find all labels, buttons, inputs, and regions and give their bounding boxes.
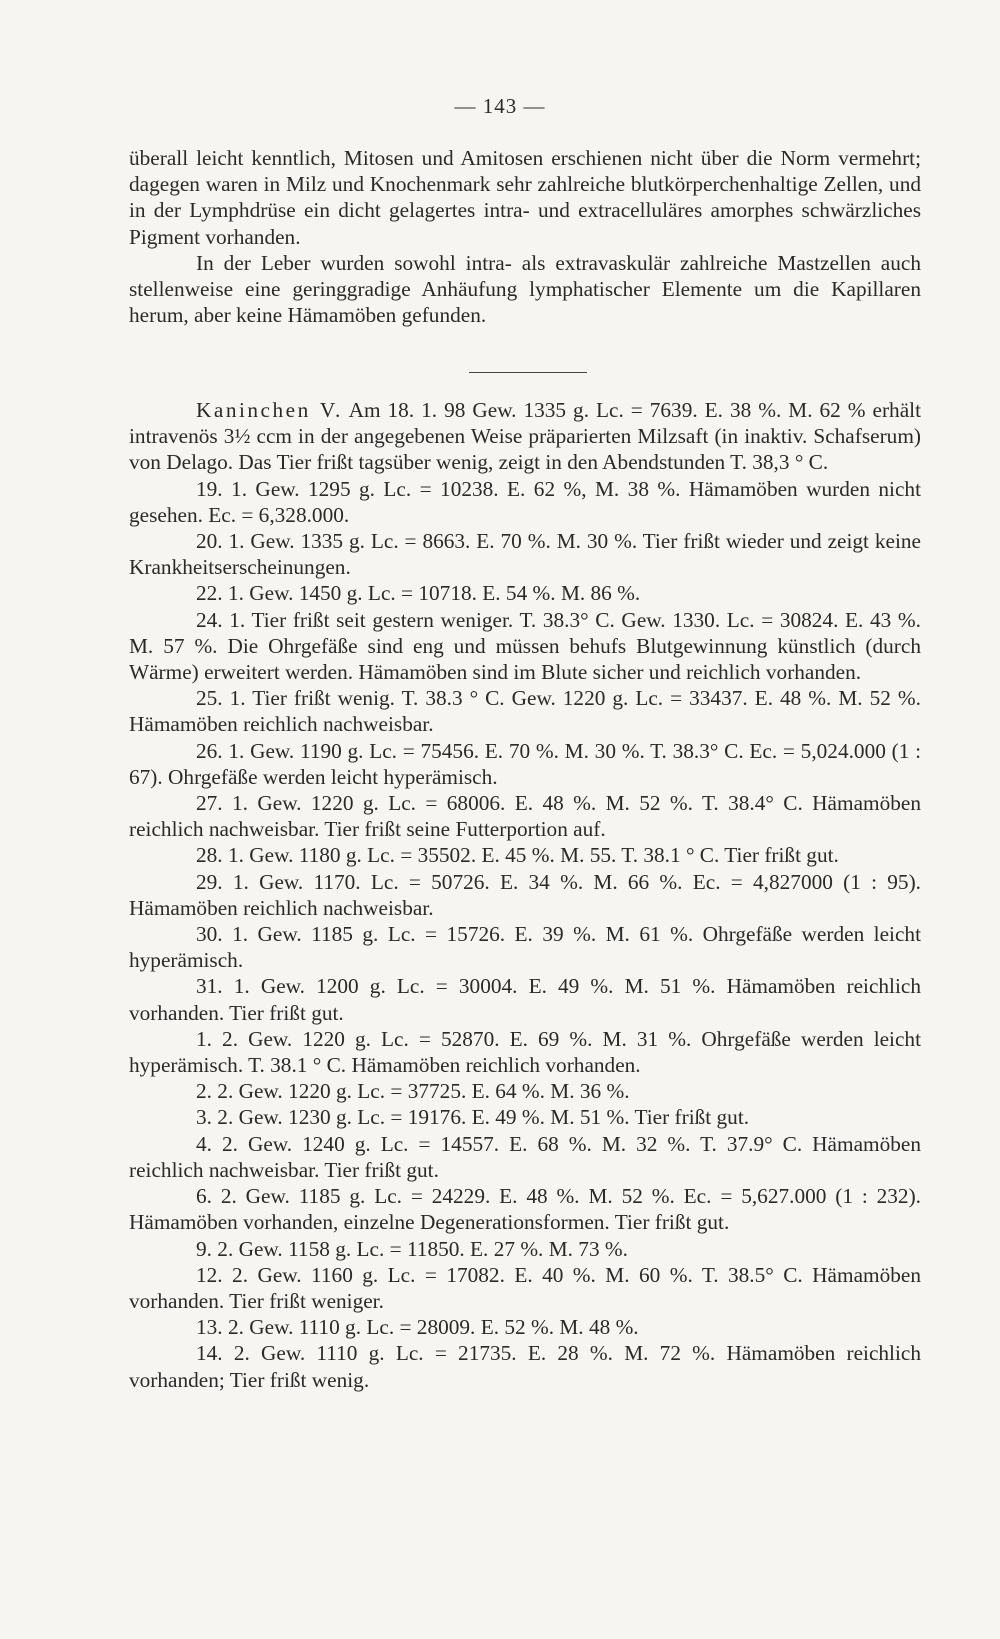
protocol-entry: 24. 1. Tier frißt seit gestern weniger. T. 38.3° C. Gew. 1330. Lc. = 30824. E. 43 %. M. 57 %. Die Ohrgefäße sind eng und müssen behufs Blutgewinnung künstlich (durch Wärme) erweitert werden. Hämamöben sind im Blute sicher und reichlich vorhanden. (129, 607, 921, 685)
protocol-section (129, 397, 921, 1393)
protocol-entry: 19. 1. Gew. 1295 g. Lc. = 10238. E. 62 %, M. 38 %. Hämamöben wurden nicht gesehen. Ec. = 6,328.000. (129, 476, 921, 527)
section-divider (469, 372, 587, 373)
page-number: — 143 — (454, 94, 546, 118)
protocol-entry: 22. 1. Gew. 1450 g. Lc. = 10718. E. 54 %. M. 86 %. (196, 581, 641, 606)
protocol-entry: 27. 1. Gew. 1220 g. Lc. = 68006. E. 48 %. M. 52 %. T. 38.4° C. Hämamöben reichlich nachweisbar. Tier frißt seine Futterportion auf. (129, 791, 921, 842)
protocol-entry: 20. 1. Gew. 1335 g. Lc. = 8663. E. 70 %. M. 30 %. Tier frißt wieder und zeigt keine Krankheitserscheinungen. (129, 529, 921, 580)
protocol-entry: 4. 2. Gew. 1240 g. Lc. = 14557. E. 68 %. M. 32 %. T. 37.9° C. Hämamöben reichlich nachweisbar. Tier frißt gut. (129, 1131, 921, 1182)
protocol-entry: 6. 2. Gew. 1185 g. Lc. = 24229. E. 48 %. M. 52 %. Ec. = 5,627.000 (1 : 232). Hämamöben vorhanden, einzelne Degenerationsformen. Tier frißt gut. (129, 1184, 921, 1235)
protocol-entry: 29. 1. Gew. 1170. Lc. = 50726. E. 34 %. M. 66 %. Ec. = 4,827000 (1 : 95). Hämamöben reichlich nachweisbar. (129, 869, 921, 920)
paragraph: In der Leber wurden sowohl intra- als extravaskulär zahlreiche Mastzellen auch stellenweise eine geringgradige Anhäufung lymphatischer Elemente um die Kapillaren herum, aber keine Hämamöben gefunden. (129, 250, 921, 328)
protocol-entry: 1. 2. Gew. 1220 g. Lc. = 52870. E. 69 %. M. 31 %. Ohrgefäße werden leicht hyperämisch. T. 38.1 ° C. Hämamöben reichlich vorhanden. (129, 1026, 921, 1078)
protocol-entry: 26. 1. Gew. 1190 g. Lc. = 75456. E. 70 %. M. 30 %. T. 38.3° C. Ec. = 5,024.000 (1 : 67). Ohrgefäße werden leicht hyperämisch. (129, 738, 921, 789)
protocol-header-text: Am 18. 1. 98 Gew. 1335 g. Lc. = 7639. E. 38 %. M. 62 % erhält intravenös 3½ ccm in der angegebenen Weise präparierten Milzsaft (in inaktiv. Schafserum) von Delago. Das Tier frißt tagsüber wenig, zeigt in den Abendstunden T. 38,3 ° C. (129, 398, 921, 475)
protocol-entry: 12. 2. Gew. 1160 g. Lc. = 17082. E. 40 %. M. 60 %. T. 38.5° C. Hämamöben vorhanden. Tier frißt weniger. (129, 1262, 921, 1313)
protocol-entry: 25. 1. Tier frißt wenig. T. 38.3 ° C. Gew. 1220 g. Lc. = 33437. E. 48 %. M. 52 %. Hämamöben reichlich nachweisbar. (129, 686, 921, 737)
subject-name: Kaninchen V. (196, 398, 343, 422)
protocol-entry: 3. 2. Gew. 1230 g. Lc. = 19176. E. 49 %. M. 51 %. Tier frißt gut. (196, 1105, 750, 1130)
protocol-entry: 13. 2. Gew. 1110 g. Lc. = 28009. E. 52 %. M. 48 %. (196, 1315, 639, 1340)
paragraph: überall leicht kenntlich, Mitosen und Amitosen erschienen nicht über die Norm vermehrt; dagegen waren in Milz und Knochenmark sehr zahlreiche blutkörperchenhaltige Zellen, und in der Lymphdrüse ein dicht gelagertes intra- und extracelluläres amorphes schwärzliches Pigment vorhanden. (129, 146, 921, 249)
protocol-entry: 31. 1. Gew. 1200 g. Lc. = 30004. E. 49 %. M. 51 %. Hämamöben reichlich vorhanden. Tier frißt gut. (129, 974, 921, 1025)
protocol-entry: 30. 1. Gew. 1185 g. Lc. = 15726. E. 39 %. M. 61 %. Ohrgefäße werden leicht hyperämisch. (129, 922, 921, 973)
protocol-entry: 28. 1. Gew. 1180 g. Lc. = 35502. E. 45 %. M. 55. T. 38.1 ° C. Tier frißt gut. (196, 843, 839, 868)
protocol-entry: 9. 2. Gew. 1158 g. Lc. = 11850. E. 27 %. M. 73 %. (196, 1236, 628, 1261)
protocol-header (129, 397, 921, 476)
intro-section (129, 145, 921, 328)
protocol-entry: 2. 2. Gew. 1220 g. Lc. = 37725. E. 64 %. M. 36 %. (196, 1079, 630, 1104)
protocol-entry: 14. 2. Gew. 1110 g. Lc. = 21735. E. 28 %. M. 72 %. Hämamöben reichlich vorhanden; Tier frißt wenig. (129, 1341, 921, 1392)
